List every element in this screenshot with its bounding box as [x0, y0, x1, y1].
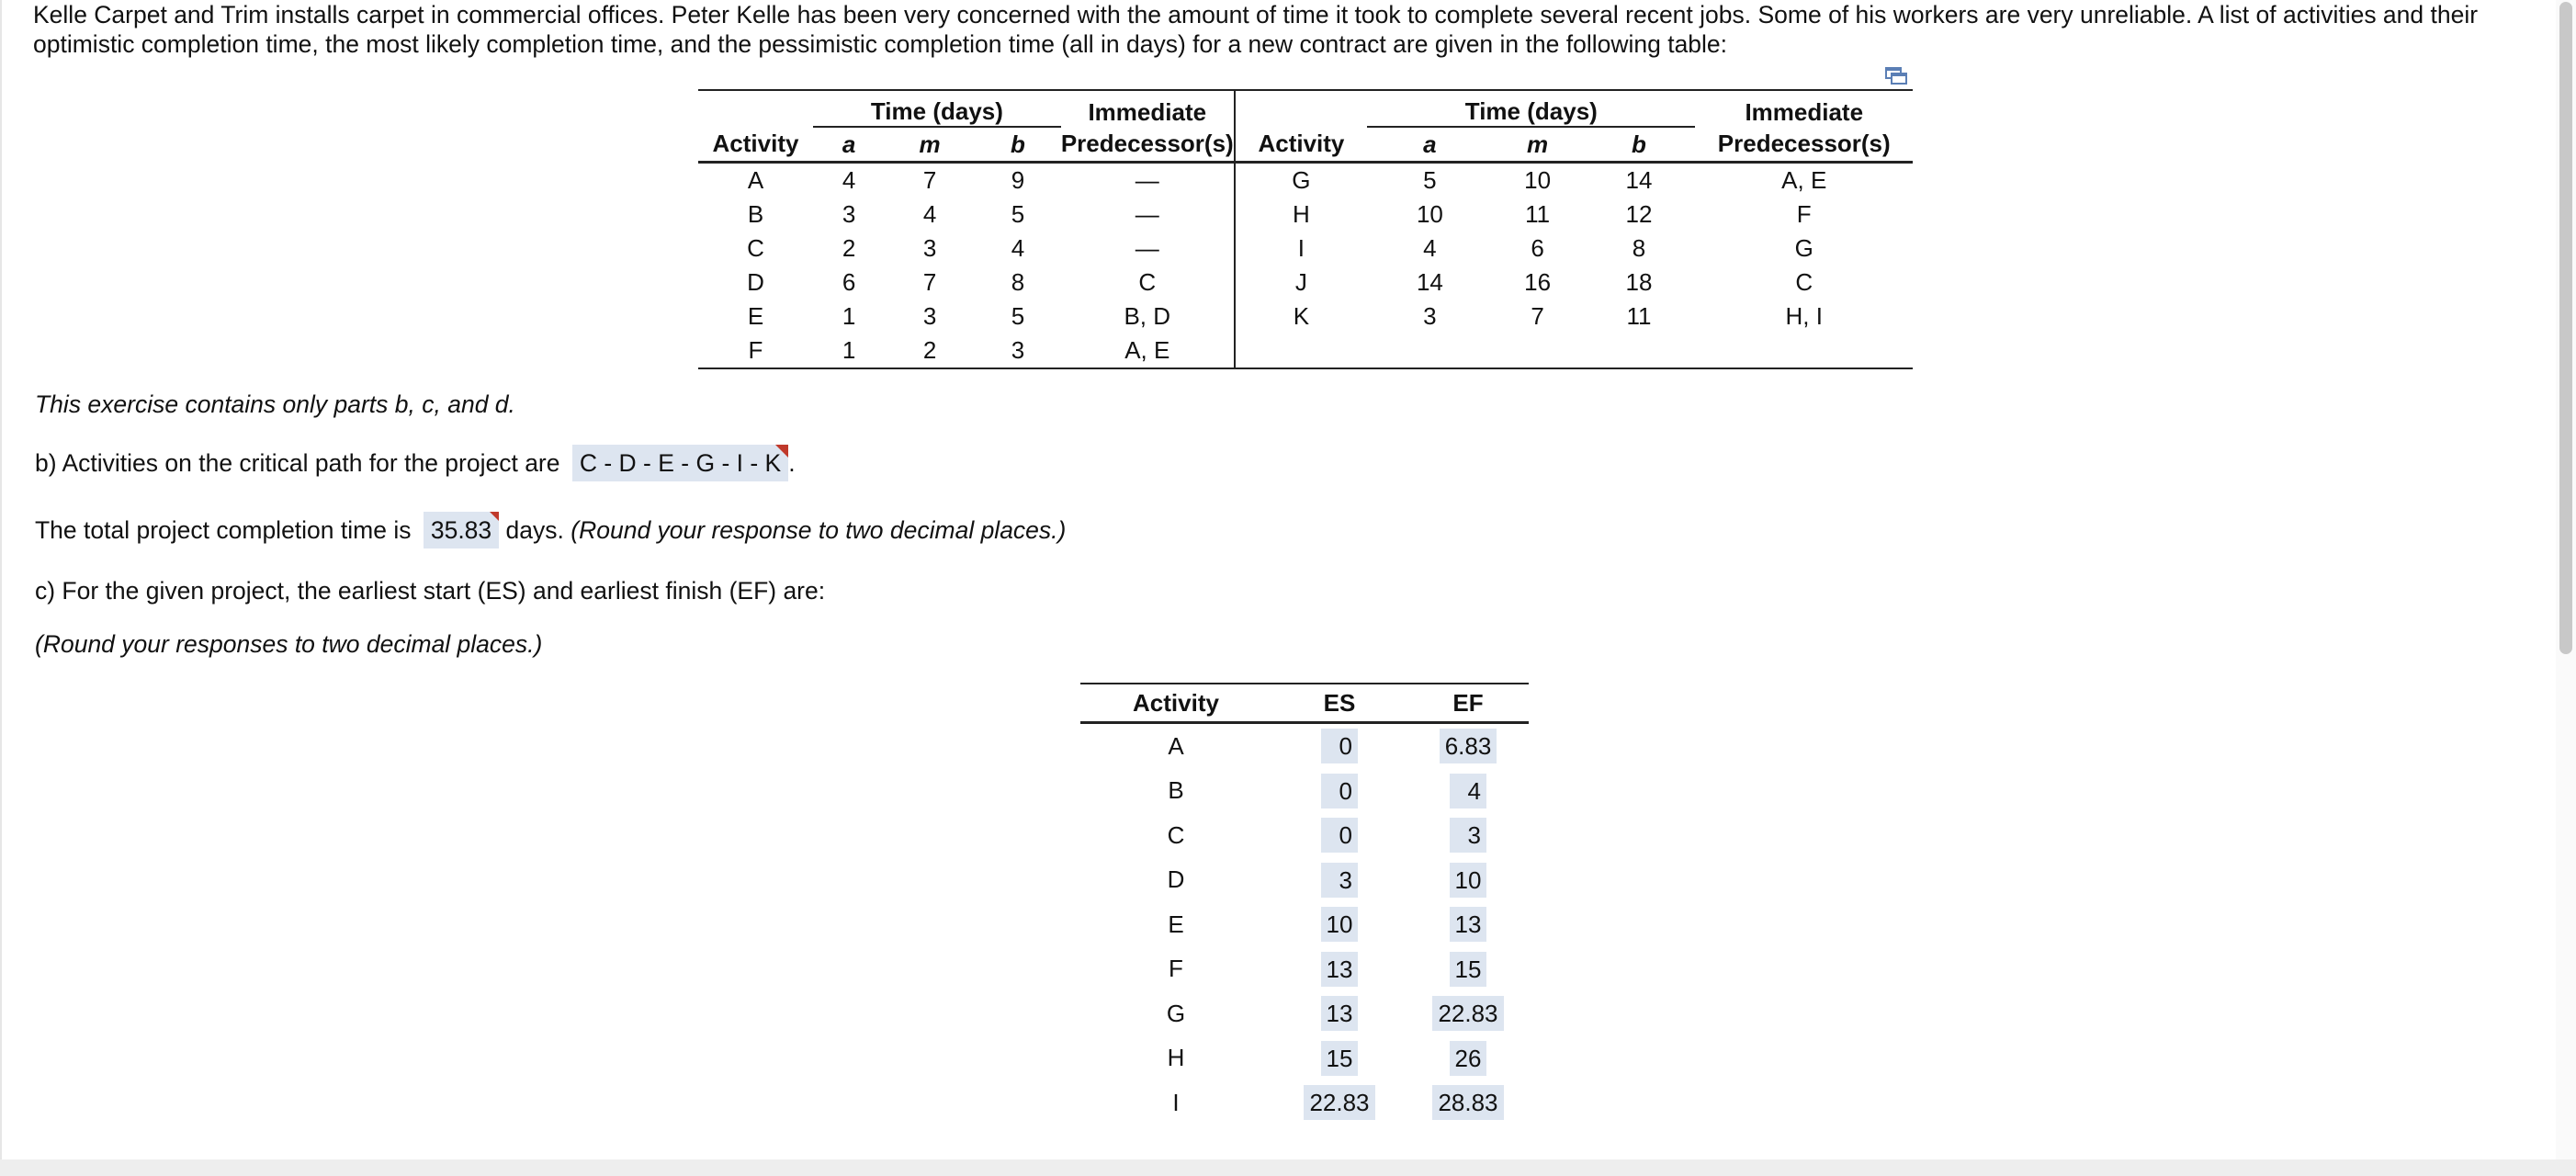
- b-cell: 3: [975, 334, 1061, 368]
- m-cell: 3: [922, 302, 937, 330]
- b-cell: 8: [1011, 268, 1025, 296]
- predecessor-cell: A, E: [1781, 166, 1827, 194]
- es-table-ef-header: EF: [1407, 684, 1529, 723]
- activity-cell: F: [698, 334, 813, 368]
- activity-cell: D: [1167, 865, 1185, 894]
- b-cell: 8: [1632, 234, 1646, 262]
- ef-input[interactable]: 28.83: [1432, 1085, 1503, 1120]
- a-cell: 3: [1423, 302, 1437, 330]
- critical-path-answer-text: C - D - E - G - I - K: [579, 449, 782, 477]
- activity-cell: E: [747, 302, 764, 330]
- time-group-header-right: Time (days): [1367, 90, 1695, 127]
- a-header-right: a: [1367, 127, 1493, 163]
- activity-times-table: [698, 89, 1913, 369]
- m-cell: 4: [922, 200, 937, 228]
- activity-cell: K: [1293, 302, 1310, 330]
- ef-input[interactable]: 26: [1450, 1041, 1487, 1076]
- m-cell: 6: [1531, 234, 1544, 262]
- activity-cell: C: [1167, 820, 1185, 849]
- ef-input[interactable]: 4: [1450, 774, 1486, 808]
- m-cell: 7: [1531, 302, 1544, 330]
- part-c-instruction: (Round your responses to two decimal places.): [35, 630, 543, 658]
- bottom-bar: [0, 1159, 2576, 1176]
- es-input[interactable]: 10: [1321, 907, 1359, 942]
- m-cell: 7: [922, 268, 937, 296]
- activity-cell: G: [1292, 166, 1311, 194]
- activity-cell: B: [747, 200, 764, 228]
- total-time-prefix: The total project completion time is: [35, 516, 412, 544]
- table-row: [1080, 1080, 1529, 1125]
- incorrect-flag-icon: [490, 512, 499, 521]
- table-row: [698, 266, 1913, 300]
- total-time-instruction: (Round your response to two decimal places.): [571, 516, 1067, 544]
- predecessor-cell: G: [1794, 234, 1813, 262]
- predecessor-header-left: Predecessor(s): [1061, 127, 1235, 163]
- b-cell: 11: [1626, 302, 1652, 330]
- activity-cell: A: [1168, 731, 1184, 760]
- ef-input[interactable]: 22.83: [1432, 996, 1503, 1031]
- predecessor-cell: C: [1061, 266, 1235, 300]
- b-cell: 5: [1011, 200, 1025, 228]
- es-ef-table: [1080, 683, 1529, 1125]
- table-row: [1080, 769, 1529, 814]
- exercise-note: This exercise contains only parts b, c, and d.: [35, 390, 515, 418]
- table-row: [698, 198, 1913, 232]
- predecessor-cell: B, D: [1061, 300, 1235, 334]
- scrollbar-thumb[interactable]: [2559, 2, 2572, 654]
- a-cell: 4: [842, 166, 856, 194]
- table-row: [1080, 723, 1529, 769]
- predecessor-cell: F: [1796, 200, 1812, 228]
- es-input[interactable]: 13: [1321, 952, 1359, 987]
- predecessor-cell: A, E: [1061, 334, 1235, 368]
- b-cell: 18: [1625, 268, 1653, 296]
- predecessor-cell: —: [1061, 232, 1235, 266]
- b-cell: 4: [1011, 234, 1025, 262]
- activity-cell: F: [1169, 955, 1183, 983]
- predecessor-cell: —: [1061, 163, 1235, 198]
- ef-input[interactable]: 13: [1450, 907, 1487, 942]
- a-cell: 14: [1416, 268, 1443, 296]
- activity-cell: I: [1297, 234, 1305, 262]
- total-time-suffix: days.: [505, 516, 564, 544]
- activity-cell: B: [1168, 776, 1184, 805]
- a-cell: 6: [842, 268, 856, 296]
- b-header-right: b: [1582, 127, 1695, 163]
- m-header-left: m: [885, 127, 975, 163]
- table-row: [698, 163, 1913, 198]
- m-cell: 11: [1525, 200, 1551, 228]
- a-cell: 10: [1416, 200, 1443, 228]
- predecessor-cell: H, I: [1785, 302, 1823, 330]
- a-cell: 5: [1423, 166, 1437, 194]
- part-b-suffix: .: [788, 449, 796, 477]
- predecessor-cell: C: [1795, 268, 1813, 296]
- m-header-right: m: [1493, 127, 1583, 163]
- ef-input[interactable]: 15: [1450, 952, 1487, 987]
- m-cell: 16: [1524, 268, 1552, 296]
- es-table-es-header: ES: [1271, 684, 1407, 723]
- b-cell: 12: [1625, 200, 1653, 228]
- activity-cell: G: [1166, 999, 1186, 1027]
- table-row: [1080, 1036, 1529, 1081]
- popout-window-icon[interactable]: [1885, 62, 1907, 81]
- predecessor-cell: —: [1061, 198, 1235, 232]
- a-header-left: a: [813, 127, 885, 163]
- es-input[interactable]: 0: [1321, 774, 1358, 808]
- b-cell: 14: [1625, 166, 1653, 194]
- a-cell: 1: [813, 334, 885, 368]
- es-input[interactable]: 0: [1321, 729, 1358, 763]
- activity-cell: D: [747, 268, 764, 296]
- es-table-activity-header: Activity: [1080, 684, 1271, 723]
- part-b-prefix: b) Activities on the critical path for the project are: [35, 449, 560, 477]
- es-input[interactable]: 13: [1321, 996, 1359, 1031]
- ef-input[interactable]: 10: [1450, 863, 1487, 898]
- table-row: [1080, 813, 1529, 858]
- es-input[interactable]: 0: [1321, 818, 1358, 853]
- es-input[interactable]: 22.83: [1304, 1085, 1374, 1120]
- b-header-left: b: [975, 127, 1061, 163]
- activity-cell: E: [1168, 910, 1184, 938]
- table-row: [1080, 858, 1529, 903]
- a-cell: 2: [842, 234, 856, 262]
- m-cell: 7: [922, 166, 937, 194]
- immediate-header-right: Immediate: [1695, 90, 1913, 127]
- es-input[interactable]: 3: [1321, 863, 1358, 898]
- part-c-statement: c) For the given project, the earliest start (ES) and earliest finish (EF) are:: [35, 577, 826, 605]
- activity-cell: A: [747, 166, 764, 194]
- m-cell: 2: [885, 334, 975, 368]
- table-row: [698, 232, 1913, 266]
- ef-input[interactable]: 3: [1450, 818, 1486, 853]
- activity-cell: H: [1167, 1044, 1185, 1072]
- b-cell: 5: [1011, 302, 1025, 330]
- total-time-statement: [35, 512, 1066, 548]
- total-time-answer[interactable]: [424, 512, 499, 548]
- activity-cell: H: [1293, 200, 1310, 228]
- problem-intro: Kelle Carpet and Trim installs carpet in commercial offices. Peter Kelle has been very concerned with the amount of time it took to complete several recent jobs. Some of his workers are very unreliable. A list of activities and their optimistic completion time, the most likely completion time, and the pessimistic completion time (all in days) for a new contract are given in the following table:: [33, 1, 2479, 58]
- a-cell: 3: [842, 200, 856, 228]
- a-cell: 1: [842, 302, 856, 330]
- table-row: [1080, 947, 1529, 992]
- a-cell: 4: [1423, 234, 1437, 262]
- part-b-statement: [35, 445, 796, 481]
- time-group-header-left: Time (days): [813, 90, 1061, 127]
- activity-cell: C: [747, 234, 764, 262]
- critical-path-answer[interactable]: [572, 445, 788, 481]
- table-row: [698, 300, 1913, 334]
- table-row: [1080, 991, 1529, 1036]
- activity-cell: J: [1294, 268, 1307, 296]
- table-row: [698, 334, 1913, 368]
- total-time-answer-text: 35.83: [430, 516, 492, 544]
- table-row: [1080, 902, 1529, 947]
- immediate-header-left: Immediate: [1061, 90, 1235, 127]
- activity-header-right: Activity: [1235, 127, 1367, 163]
- m-cell: 3: [922, 234, 937, 262]
- activity-cell: I: [1172, 1088, 1180, 1116]
- es-input[interactable]: 15: [1321, 1041, 1359, 1076]
- b-cell: 9: [1011, 166, 1025, 194]
- predecessor-header-right: Predecessor(s): [1695, 127, 1913, 163]
- activity-header-left: Activity: [698, 127, 813, 163]
- m-cell: 10: [1524, 166, 1552, 194]
- incorrect-flag-icon: [775, 445, 788, 458]
- ef-input[interactable]: 6.83: [1440, 729, 1497, 763]
